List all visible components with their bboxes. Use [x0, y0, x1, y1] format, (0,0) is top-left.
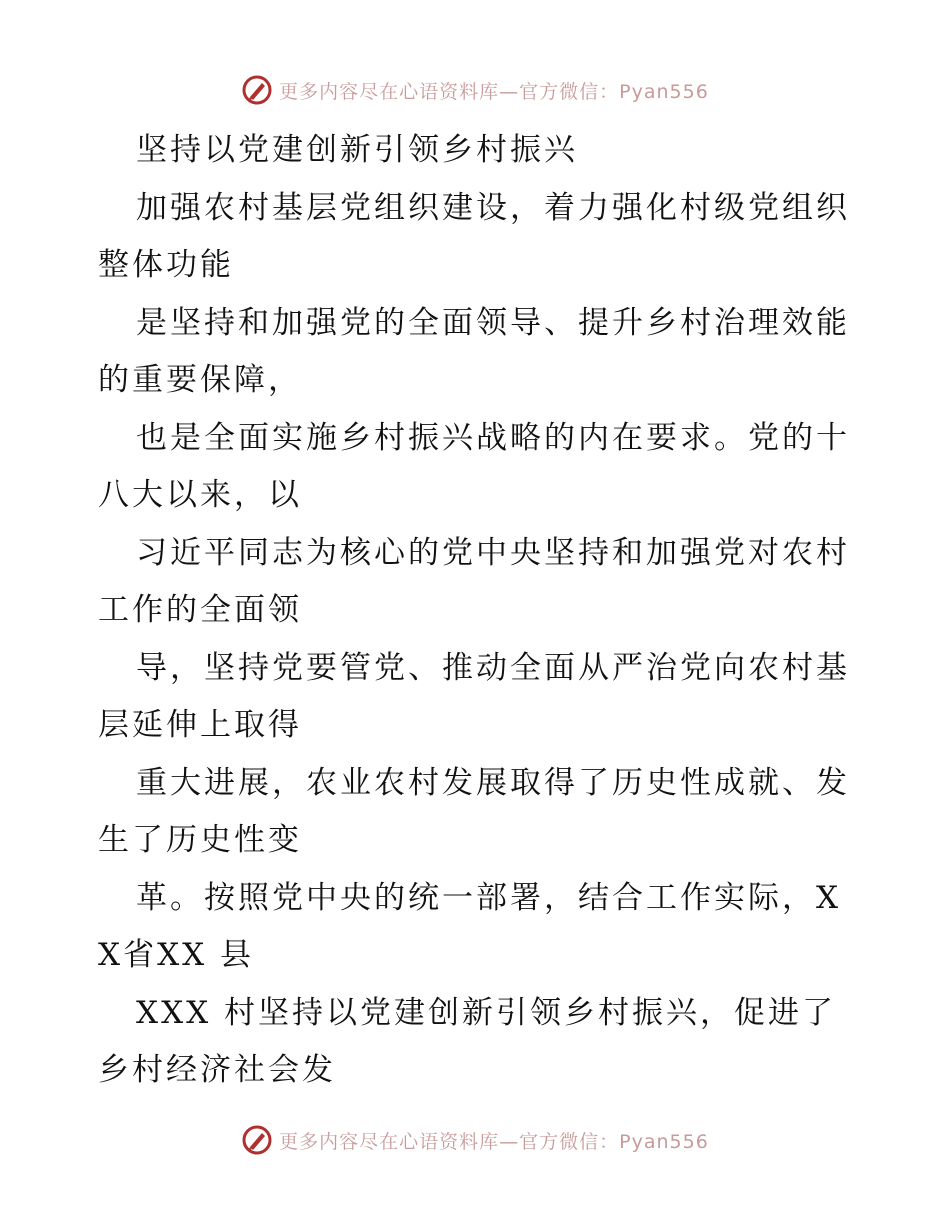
paragraph-4: 也是全面实施乡村振兴战略的内在要求。党的十八大以来，以: [98, 419, 850, 513]
paragraph-5: 习近平同志为核心的党中央坚持和加强党对农村工作的全面领: [98, 534, 850, 628]
paragraph-7: 重大进展，农业农村发展取得了历史性成就、发生了历史性变: [98, 764, 850, 858]
pen-logo-icon: [241, 1124, 273, 1156]
paragraph-2: 加强农村基层党组织建设，着力强化村级党组织整体功能: [98, 189, 850, 283]
paragraph-3: 是坚持和加强党的全面领导、提升乡村治理效能的重要保障，: [98, 304, 850, 398]
paragraph-9: XXX 村坚持以党建创新引领乡村振兴，促进了乡村经济社会发: [98, 994, 837, 1088]
watermark-text: 更多内容尽在心语资料库—官方微信：Pyan556: [279, 80, 709, 103]
paragraph-1: 坚持以党建创新引领乡村振兴: [136, 132, 578, 168]
document-body: [98, 122, 858, 1100]
paragraph-6: 导，坚持党要管党、推动全面从严治党向农村基层延伸上取得: [98, 649, 850, 743]
footer-watermark: [0, 1120, 950, 1160]
pen-logo-icon: [241, 74, 273, 106]
paragraph-8: 革。按照党中央的统一部署，结合工作实际，XX省XX 县: [98, 879, 842, 973]
watermark-text: 更多内容尽在心语资料库—官方微信：Pyan556: [279, 1130, 709, 1153]
header-watermark: [0, 70, 950, 110]
